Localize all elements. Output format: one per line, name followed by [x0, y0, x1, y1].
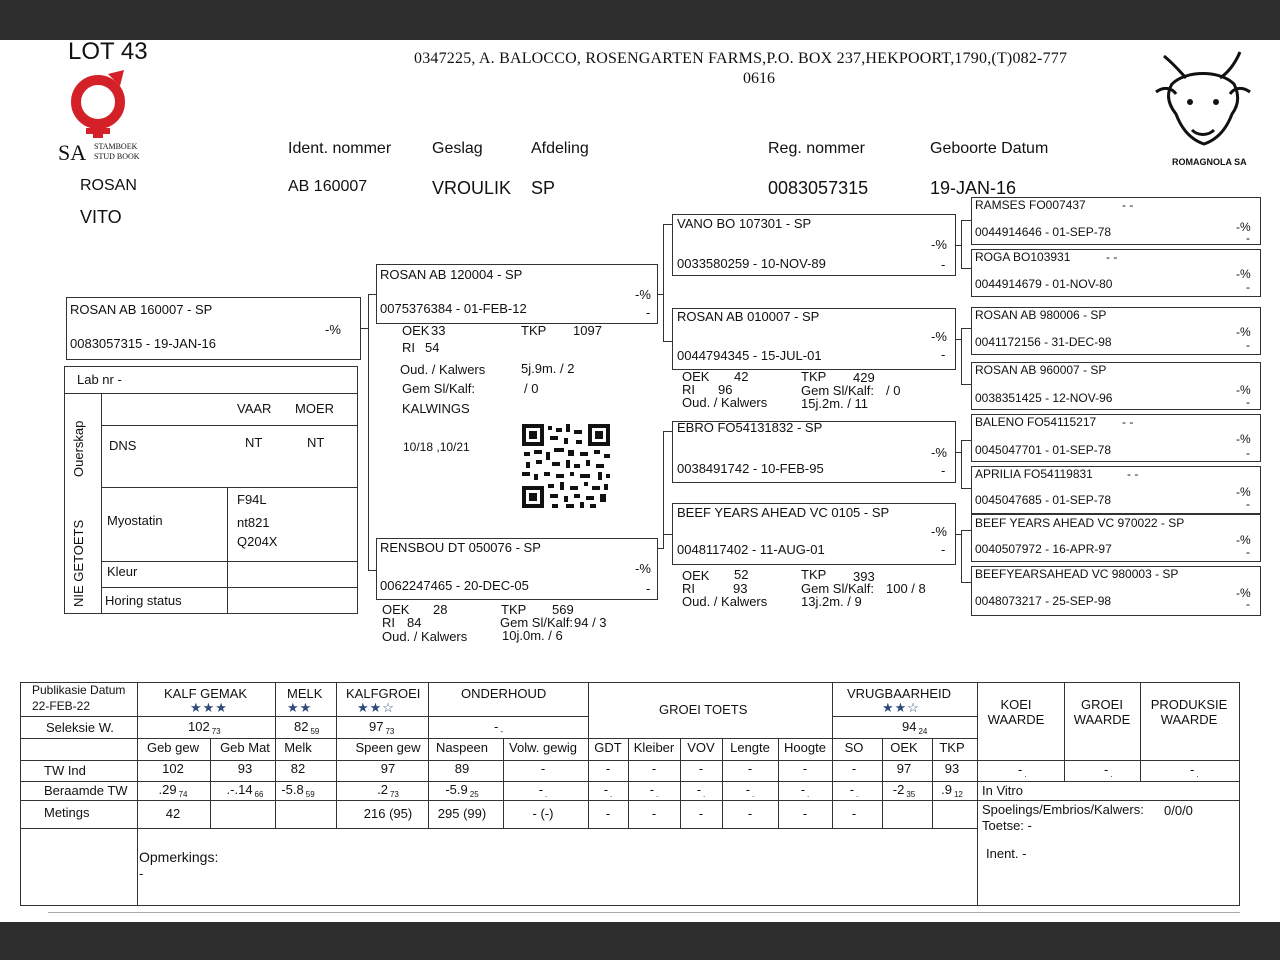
beraamde-tw-cell-9: - $_.$ — [696, 782, 706, 799]
beraamde-tw-cell-7: - $_.$ — [603, 782, 613, 799]
gp3-line-1: EBRO FO54131832 - SP — [677, 420, 823, 435]
stars-kalfgemak: ★★★ — [190, 700, 228, 715]
ggp4-pct: -% — [1236, 383, 1251, 397]
ggp2-line-1: ROGA BO103931 — [975, 250, 1071, 264]
stars-vrugbaarheid: ★★☆ — [882, 700, 920, 715]
hdr-kalfgroei: KALFGROEI — [346, 686, 421, 701]
beraamde-tw-cell-14: .9 $_{12}$ — [941, 782, 963, 799]
column-header-1: Geb gew — [146, 740, 200, 755]
metings-cell-7: - — [605, 806, 611, 821]
lab-number: Lab nr - — [77, 372, 122, 387]
gp4-ri: 93 — [733, 581, 748, 596]
column-header-9: VOV — [687, 740, 715, 755]
header-geslag: Geslag — [432, 140, 483, 157]
tw-ind-cell-10: - — [747, 761, 753, 776]
koei-waarde-value: - $_.$ — [1018, 762, 1027, 779]
ggp7-line-2: 0040507972 - 16-APR-97 — [975, 542, 1112, 556]
brand-name: ROMAGNOLA SA — [1172, 157, 1247, 167]
ggp7-pct: -% — [1236, 533, 1251, 547]
animal-afdeling: SP — [531, 178, 556, 198]
hdr-kalfgemak: KALF GEMAK — [164, 686, 248, 701]
great-grandparent-box-6 — [971, 466, 1261, 514]
animal-ident: AB 160007 — [288, 178, 368, 195]
ggp6-extra: - - — [1127, 467, 1139, 481]
ggp5-dash: - — [1246, 446, 1250, 460]
beraamde-tw-cell-8: - $_.$ — [649, 782, 659, 799]
hdr-produksie-waarde: PRODUKSIE WAARDE — [1150, 697, 1228, 727]
grandparent-box-1 — [672, 214, 956, 276]
groei-waarde-value: - $_.$ — [1104, 762, 1113, 779]
subject-box — [66, 297, 361, 360]
dam-ri-label: RI — [382, 615, 395, 630]
tw-ind-cell-11: - — [802, 761, 808, 776]
sire-oek-label: OEK — [402, 323, 430, 338]
animal-geslag: VROULIK — [432, 178, 512, 198]
gp4-line-1: BEEF YEARS AHEAD VC 0105 - SP — [677, 505, 890, 520]
logo-sa: SA — [58, 140, 87, 165]
animal-dob: 19-JAN-16 — [930, 178, 1017, 198]
subject-line-1: ROSAN AB 160007 - SP — [70, 302, 213, 317]
ggp3-pct: -% — [1236, 325, 1251, 339]
ggp5-line-2: 0045047701 - 01-SEP-78 — [975, 443, 1112, 457]
subject-line-2: 0083057315 - 19-JAN-16 — [70, 336, 216, 351]
myostatin-value-2: nt821 — [237, 515, 270, 530]
metings-cell-8: - — [651, 806, 657, 821]
grandparent-box-4 — [672, 503, 956, 565]
gp4-gem-label: Gem Sl/Kalf: — [801, 581, 874, 596]
horing-label: Horing status — [105, 593, 182, 608]
sire-box — [376, 264, 658, 324]
bottom-bar — [0, 922, 1280, 960]
gp2-line-1: ROSAN AB 010007 - SP — [677, 309, 820, 324]
sel-melk: 82 $_{59}$ — [294, 719, 320, 736]
dam-oek: 28 — [433, 602, 448, 617]
great-grandparent-box-3 — [971, 307, 1261, 355]
ggp3-line-2: 0041172156 - 31-DEC-98 — [975, 335, 1112, 349]
header-geboorte: Geboorte Datum — [930, 140, 1049, 157]
subject-pct: -% — [325, 322, 341, 337]
ggp7-dash: - — [1246, 545, 1250, 559]
column-header-4: Speen gew — [355, 740, 421, 755]
gp3-dash: - — [941, 463, 946, 478]
sire-oud: 5j.9m. / 2 — [521, 361, 575, 376]
seleksie-label: Seleksie W. — [46, 720, 114, 735]
tw-ind-cell-3: 82 — [290, 761, 306, 776]
dam-pct: -% — [635, 561, 651, 576]
sire-pct: -% — [635, 287, 651, 302]
gp2-pct: -% — [931, 329, 947, 344]
sire-tkp: 1097 — [573, 323, 602, 338]
logo-studbook: STUD BOOK — [94, 152, 140, 161]
tw-ind-cell-1: 102 — [162, 761, 184, 776]
myostatin-value-3: Q204X — [237, 534, 278, 549]
romagnola-bull-logo — [1146, 44, 1258, 156]
inent-label: Inent. - — [986, 846, 1027, 861]
kleur-label: Kleur — [107, 564, 138, 579]
ggp4-dash: - — [1246, 395, 1250, 409]
ggp7-line-1: BEEF YEARS AHEAD VC 970022 - SP — [975, 516, 1185, 530]
breeder-line-1: 0347225, A. BALOCCO, ROSENGARTEN FARMS,P.O. BOX 237,HEKPOORT,1790,(T)082-777 — [414, 50, 1068, 67]
column-header-11: Hoogte — [784, 740, 826, 755]
gp4-tkp: 393 — [853, 569, 875, 584]
myostatin-label: Myostatin — [107, 513, 163, 528]
gp2-tkp-label: TKP — [801, 369, 827, 384]
tw-ind-cell-8: - — [651, 761, 657, 776]
tw-ind-cell-9: - — [698, 761, 704, 776]
column-header-6: Volw. gewig — [509, 740, 577, 755]
metings-cell-9: - — [698, 806, 704, 821]
kalwings-dates: 10/18 ,10/21 — [403, 440, 470, 454]
column-header-8: Kleiber — [633, 740, 675, 755]
gp1-pct: -% — [931, 237, 947, 252]
hdr-melk: MELK — [287, 686, 323, 701]
beraamde-tw-cell-1: .29 $_{74}$ — [158, 782, 188, 799]
great-grandparent-box-2 — [971, 249, 1261, 297]
beraamde-tw-cell-4: .2 $_{73}$ — [377, 782, 399, 799]
breeder-line-2: 0616 — [743, 70, 775, 87]
tw-ind-cell-2: 93 — [237, 761, 253, 776]
ggp2-line-2: 0044914679 - 01-NOV-80 — [975, 277, 1113, 291]
dam-ri: 84 — [407, 615, 422, 630]
column-header-13: OEK — [890, 740, 918, 755]
gp2-gem: / 0 — [886, 383, 901, 398]
dam-dash: - — [646, 581, 651, 596]
gp4-tkp-label: TKP — [801, 567, 827, 582]
beraamde-tw-cell-6: - $_.$ — [538, 782, 548, 799]
gp2-oud: 15j.2m. / 11 — [801, 396, 868, 411]
gp4-oek-label: OEK — [682, 568, 710, 583]
hdr-vrugbaarheid: VRUGBAARHEID — [847, 686, 952, 701]
dam-oek-label: OEK — [382, 602, 410, 617]
sel-onderhoud: - $_-$ — [494, 719, 504, 736]
tw-ind-cell-12: - — [851, 761, 857, 776]
ggp1-extra: - - — [1122, 198, 1134, 212]
column-header-2: Geb Mat — [220, 740, 270, 755]
sel-vrugbaarheid: 94 $_{24}$ — [902, 719, 928, 736]
ggp8-dash: - — [1246, 597, 1250, 611]
gp2-oek: 42 — [734, 369, 749, 384]
sire-oud-label: Oud. / Kalwers — [400, 362, 486, 377]
metings-cell-4: 216 (95) — [363, 806, 413, 821]
ggp1-line-1: RAMSES FO007437 — [975, 198, 1086, 212]
gp4-gem: 100 / 8 — [886, 581, 926, 596]
hdr-groeitoets: GROEI TOETS — [659, 702, 748, 717]
gp1-line-1: VANO BO 107301 - SP — [677, 216, 812, 231]
tw-ind-cell-4: 97 — [380, 761, 396, 776]
ggp6-line-2: 0045047685 - 01-SEP-78 — [975, 493, 1112, 507]
column-header-3: Melk — [284, 740, 312, 755]
produksie-waarde-value: - $_.$ — [1190, 762, 1199, 779]
gp2-dash: - — [941, 347, 946, 362]
sel-kalfgemak: 102 $_{73}$ — [188, 719, 221, 736]
beraamde-tw-cell-12: - $_.$ — [849, 782, 859, 799]
gp3-line-2: 0038491742 - 10-FEB-95 — [677, 461, 824, 476]
ggp1-dash: - — [1246, 231, 1250, 245]
ggp5-line-1: BALENO FO54115217 — [975, 415, 1097, 429]
gp2-tkp: 429 — [853, 370, 875, 385]
animal-name-2: VITO — [80, 207, 122, 227]
animal-name-1: ROSAN — [80, 177, 137, 194]
dam-gem: 94 / 3 — [574, 615, 607, 630]
ggp2-dash: - — [1246, 280, 1250, 294]
metings-cell-11: - — [802, 806, 808, 821]
beraamde-tw-cell-13: -2 $_{35}$ — [892, 782, 916, 799]
hdr-groei-waarde: GROEI WAARDE — [1073, 697, 1131, 727]
header-afdeling: Afdeling — [531, 140, 589, 157]
tw-ind-cell-14: 93 — [944, 761, 960, 776]
ggp4-line-2: 0038351425 - 12-NOV-96 — [975, 391, 1113, 405]
dns-label: DNS — [109, 438, 137, 453]
great-grandparent-box-7 — [971, 514, 1261, 562]
dns-moer: NT — [307, 435, 325, 450]
header-reg: Reg. nommer — [768, 140, 865, 157]
ggp6-dash: - — [1246, 497, 1250, 511]
dam-oud-label: Oud. / Kalwers — [382, 629, 468, 644]
animal-reg: 0083057315 — [768, 178, 869, 198]
qr-code — [522, 424, 610, 508]
spoelings-label: Spoelings/Embrios/Kalwers: — [982, 802, 1144, 817]
grandparent-box-3 — [672, 421, 956, 483]
gp2-oek-label: OEK — [682, 369, 710, 384]
metings-cell-1: 42 — [165, 806, 181, 821]
myostatin-value-1: F94L — [237, 492, 267, 507]
ggp5-pct: -% — [1236, 432, 1251, 446]
grandparent-box-2 — [672, 308, 956, 370]
metings-label: Metings — [44, 805, 90, 820]
column-header-7: GDT — [594, 740, 622, 755]
metings-cell-5: 295 (99) — [437, 806, 487, 821]
logo-stamboek: STAMBOEK — [94, 142, 138, 151]
sel-kalfgroei: 97 $_{73}$ — [369, 719, 395, 736]
dam-line-1: RENSBOU DT 050076 - SP — [380, 540, 541, 555]
tw-ind-cell-13: 97 — [896, 761, 912, 776]
metings-cell-12: - — [851, 806, 857, 821]
pub-date: 22-FEB-22 — [32, 699, 91, 713]
ggp3-dash: - — [1246, 338, 1250, 352]
tw-ind-cell-7: - — [605, 761, 611, 776]
sire-gem-label: Gem Sl/Kalf: — [402, 381, 475, 396]
column-header-10: Lengte — [730, 740, 770, 755]
gp3-pct: -% — [931, 445, 947, 460]
sire-line-2: 0075376384 - 01-FEB-12 — [380, 301, 527, 316]
great-grandparent-box-1 — [971, 197, 1261, 245]
ggp5-extra: - - — [1122, 415, 1134, 429]
stars-melk: ★★ — [287, 700, 313, 715]
opmerkings-value: - — [139, 866, 144, 881]
ggp8-pct: -% — [1236, 586, 1251, 600]
moer-label: MOER — [295, 401, 334, 416]
gp4-line-2: 0048117402 - 11-AUG-01 — [677, 542, 825, 557]
column-header-5: Naspeen — [435, 740, 489, 755]
dns-vaar: NT — [245, 435, 263, 450]
tests-box — [64, 366, 358, 614]
dam-box — [376, 538, 658, 600]
beraamde-tw-cell-3: -5.8 $_{59}$ — [281, 782, 315, 799]
top-bar — [0, 0, 1280, 40]
beraamde-tw-cell-2: .-.14 $_{66}$ — [226, 782, 264, 799]
kalwings-label: KALWINGS — [402, 401, 470, 416]
opmerkings-label: Opmerkings: — [139, 849, 219, 865]
beraamde-tw-cell-5: -5.9 $_{25}$ — [445, 782, 479, 799]
sire-oek: 33 — [431, 323, 446, 338]
ggp3-line-1: ROSAN AB 980006 - SP — [975, 308, 1107, 322]
ggp8-line-2: 0048073217 - 25-SEP-98 — [975, 594, 1112, 608]
gp4-dash: - — [941, 542, 946, 557]
tw-ind-cell-5: 89 — [454, 761, 470, 776]
gp1-dash: - — [941, 257, 946, 272]
column-header-14: TKP — [939, 740, 965, 755]
gp2-ri: 96 — [718, 382, 733, 397]
tw-ind-label: TW Ind — [44, 763, 86, 778]
gp4-oud-label: Oud. / Kalwers — [682, 594, 768, 609]
ggp1-line-2: 0044914646 - 01-SEP-78 — [975, 225, 1112, 239]
sire-dash: - — [646, 305, 651, 320]
beraamde-tw-label: Beraamde TW — [44, 783, 128, 798]
gp1-line-2: 0033580259 - 10-NOV-89 — [677, 256, 826, 271]
hdr-koei-waarde: KOEI WAARDE — [987, 697, 1045, 727]
gp2-gem-label: Gem Sl/Kalf: — [801, 383, 874, 398]
ggp2-extra: - - — [1106, 250, 1118, 264]
gp4-oek: 52 — [734, 567, 749, 582]
dam-tkp: 569 — [552, 602, 574, 617]
ouerskap-label: Ouerskap — [71, 420, 86, 477]
tw-ind-cell-6: - — [540, 761, 546, 776]
beraamde-tw-cell-11: - $_.$ — [800, 782, 810, 799]
stars-kalfgroei: ★★☆ — [357, 700, 395, 715]
ggp1-pct: -% — [1236, 220, 1251, 234]
in-vitro-label: In Vitro — [982, 783, 1023, 798]
ggp2-pct: -% — [1236, 267, 1251, 281]
sire-ri-label: RI — [402, 340, 415, 355]
great-grandparent-box-4 — [971, 362, 1261, 410]
sire-tkp-label: TKP — [521, 323, 547, 338]
gp2-ri-label: RI — [682, 382, 695, 397]
beraamde-tw-cell-10: - $_.$ — [745, 782, 755, 799]
ggp8-line-1: BEEFYEARSAHEAD VC 980003 - SP — [975, 567, 1179, 581]
gp4-oud: 13j.2m. / 9 — [801, 594, 862, 609]
great-grandparent-box-5 — [971, 414, 1261, 462]
dam-tkp-label: TKP — [501, 602, 527, 617]
gp4-pct: -% — [931, 524, 947, 539]
sire-gem: / 0 — [524, 381, 539, 396]
sa-stamboek-logo — [66, 68, 132, 140]
spoelings-value: 0/0/0 — [1164, 803, 1193, 818]
great-grandparent-box-8 — [971, 566, 1261, 616]
gp2-oud-label: Oud. / Kalwers — [682, 395, 768, 410]
pub-label: Publikasie Datum — [32, 683, 126, 697]
sire-line-1: ROSAN AB 120004 - SP — [380, 267, 523, 282]
vaar-label: VAAR — [237, 401, 272, 416]
column-header-12: SO — [844, 740, 864, 755]
ggp6-line-1: APRILIA FO54119831 — [975, 467, 1093, 481]
sire-ri: 54 — [425, 340, 440, 355]
dam-gem-label: Gem Sl/Kalf: — [500, 615, 573, 630]
lot-number: LOT 43 — [68, 38, 148, 65]
hdr-onderhoud: ONDERHOUD — [461, 686, 547, 701]
nie-getoets-label: NIE GETOETS — [71, 519, 86, 607]
gp2-line-2: 0044794345 - 15-JUL-01 — [677, 348, 822, 363]
metings-cell-6: - (-) — [532, 806, 554, 821]
toetse-label: Toetse: - — [982, 818, 1032, 833]
ggp6-pct: -% — [1236, 485, 1251, 499]
metings-cell-10: - — [747, 806, 753, 821]
dam-oud: 10j.0m. / 6 — [502, 628, 563, 643]
ggp4-line-1: ROSAN AB 960007 - SP — [975, 363, 1107, 377]
dam-line-2: 0062247465 - 20-DEC-05 — [380, 578, 529, 593]
gp4-ri-label: RI — [682, 581, 695, 596]
header-ident: Ident. nommer — [288, 140, 392, 157]
